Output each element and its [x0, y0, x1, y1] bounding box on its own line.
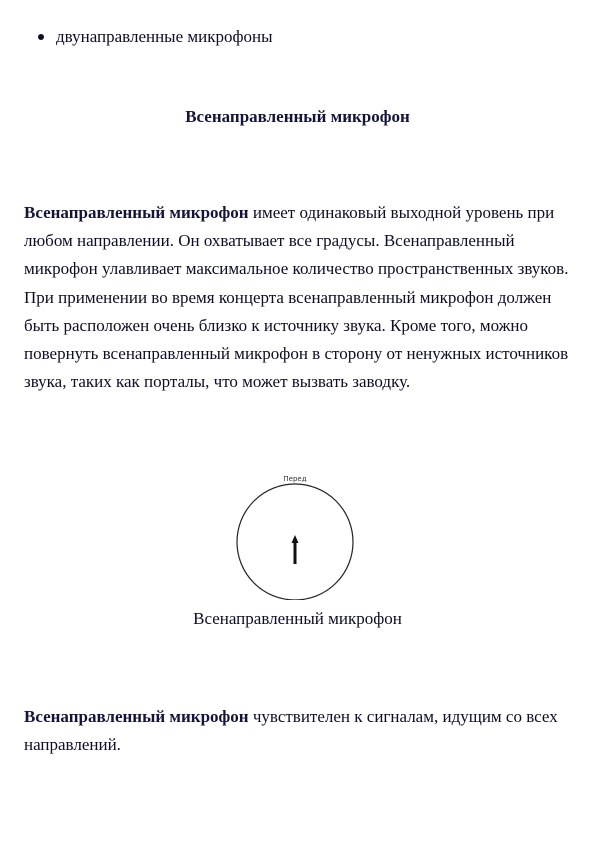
paragraph-bold-term: Всенаправленный микрофон [24, 203, 249, 222]
bullet-list-item [38, 26, 273, 48]
bullet-text: двунаправленные микрофоны [56, 27, 273, 46]
diagram-caption: Всенаправленный микрофон [193, 609, 402, 628]
paragraph-bold-term: Всенаправленный микрофон [24, 707, 249, 726]
paragraph-description [24, 199, 576, 396]
microphone-arrow-icon [292, 535, 299, 564]
paragraph-summary [24, 703, 576, 759]
omnidirectional-pattern-svg [230, 470, 360, 600]
section-heading: Всенаправленный микрофон [185, 107, 410, 126]
front-label: Перед [283, 475, 307, 483]
paragraph-text: имеет одинаковый выходной уровень при любом направлении. Он охватывает все градусы. Всенаправленный микрофон улавливает максимальное количество пространственных звуков. При применении во время концерта всенаправленный микрофон должен быть расположен очень близко к источнику звука. Кроме того, можно повернуть всенаправленный микрофон в сторону от ненужных источников звука, таких как порталы, что может вызвать заводку. [24, 203, 569, 392]
polar-pattern-diagram [230, 470, 360, 600]
paragraph-text: чувствителен к сигналам, идущим со всех направлений. [24, 707, 558, 755]
bullet-icon [38, 34, 44, 40]
